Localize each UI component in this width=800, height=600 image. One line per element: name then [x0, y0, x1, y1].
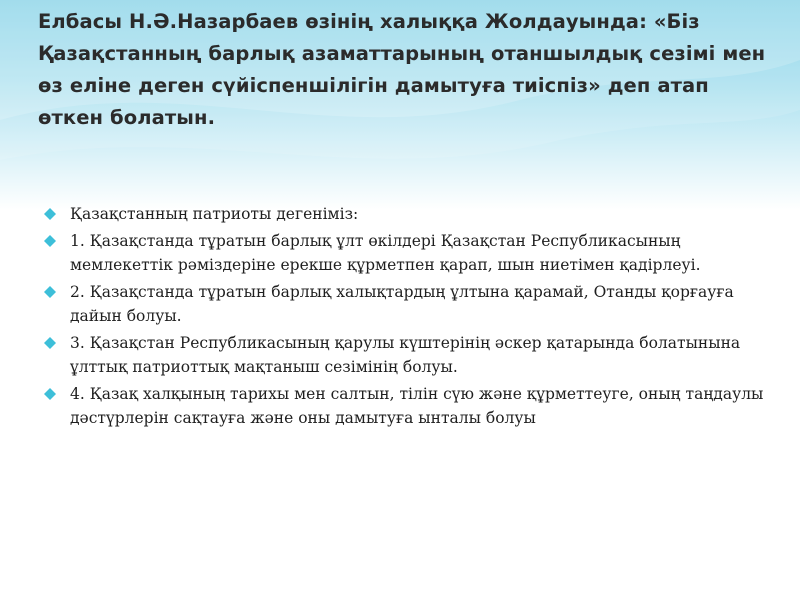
list-item-text: 1. Қазақстанда тұратын барлық ұлт өкілдері Қазақстан Республикасының мемлекеттік рәміздеріне ерекше құрметпен қарап, шын ниетімен қадірлеуі.: [70, 232, 701, 274]
list-item-text: 4. Қазақ халқының тарихы мен салтын, тілін сүю және құрметтеуге, оның таңдаулы дәстүрлерін сақтауға және оны дамытуға ынталы болуы: [70, 385, 764, 427]
list-item: [44, 331, 764, 379]
slide-title: Елбасы Н.Ә.Назарбаев өзінің халыққа Жолдауында: «Біз Қазақстанның барлық азаматтарының отаншылдық сезімі мен өз еліне деген сүйіспеншілігін дамытуға тиіспіз» деп атап өткен болатын.: [38, 10, 766, 129]
list-item: [44, 382, 764, 430]
diamond-bullet-icon: [44, 286, 56, 298]
list-item: [44, 202, 764, 226]
list-item-text: 3. Қазақстан Республикасының қарулы күштерінің әскер қатарында болатынына ұлттық патриоттық мақтаныш сезімінің болуы.: [70, 334, 741, 376]
list-item: [44, 280, 764, 328]
diamond-bullet-icon: [44, 235, 56, 247]
list-item-text: 2. Қазақстанда тұратын барлық халықтардың ұлтына қарамай, Отанды қорғауға дайын болуы.: [70, 283, 734, 325]
diamond-bullet-icon: [44, 388, 56, 400]
list-item-text: Қазақстанның патриоты дегеніміз:: [70, 205, 359, 223]
diamond-bullet-icon: [44, 337, 56, 349]
list-item: [44, 229, 764, 277]
diamond-bullet-icon: [44, 208, 56, 220]
bullet-list: [44, 202, 764, 433]
